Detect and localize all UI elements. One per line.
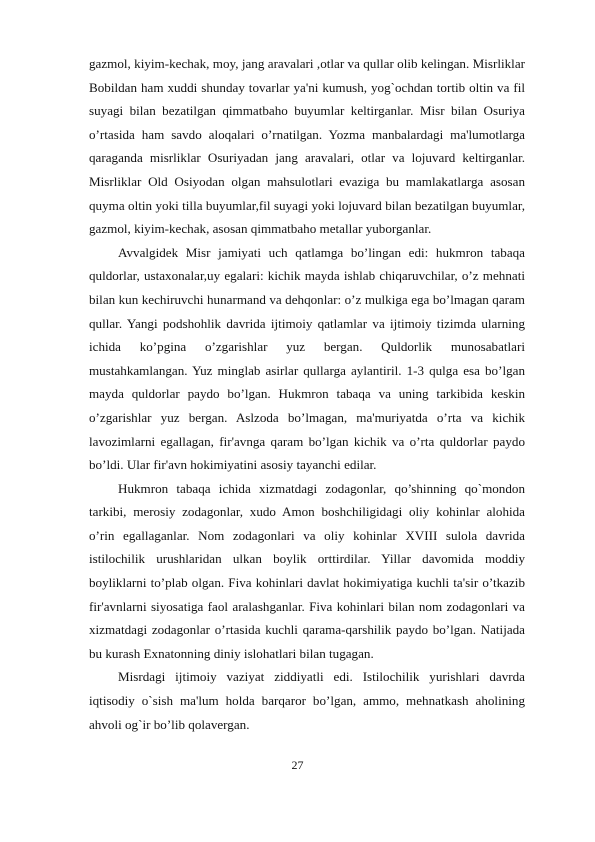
page-number: 27 bbox=[291, 758, 304, 772]
paragraph-trade-goods: gazmol, kiyim-kechak, moy, jang aravalari ,otlar va qullar olib kelingan. Misrliklar Bobildan ham xuddi shunday tovarlar ya'ni kumush, yog`ochdan tortib oltin va fil suyagi bilan bezatilgan qimmatbaho buyumlar keltirganlar. Misr bilan Osuriya o’rtasida ham savdo aloqalari o’rnatilgan. Yozma manbalardagi ma'lumotlarga qaraganda misrliklar Osuriyadan jang aravalari, otlar va lojuvard keltirganlar. Misrliklar Old Osiyodan olgan mahsulotlari evaziga bu mamlakatlarga asosan quyma oltin yoki tilla buyumlar,fil suyagi yoki lojuvard bilan bezatilgan buyumlar, gazmol, kiyim-kechak, asosan qimmatbaho metallar yuborganlar. bbox=[89, 56, 525, 237]
document-body bbox=[89, 52, 525, 736]
paragraph-ruling-class: Hukmron tabaqa ichida xizmatdagi zodagonlar, qo’shinning qo`mondon tarkibi, merosiy zodagonlar, xudo Amon boshchiligidagi oliy kohinlar alohida o’rin egallaganlar. Nom zodagonlari va oliy kohinlar XVIII sulola davrida istilochilik urushlaridan ulkan boylik orttirdilar. Yillar davomida moddiy boyliklarni to’plab olgan. Fiva kohinlari davlat hokimiyatiga kuchli ta'sir o’tkazib fir'avnlarni siyosatiga faol aralashganlar. Fiva kohinlari bilan nom zodagonlari va xizmatdagi zodagonlar o’rtasida kuchli qarama-qarshilik paydo bo’lgan. Natijada bu kurash Exnatonning diniy islohatlari bilan tugagan. bbox=[89, 480, 525, 661]
paragraph-social-layers: Avvalgidek Misr jamiyati uch qatlamga bo’lingan edi: hukmron tabaqa quldorlar, ustaxonalar,uy egalari: kichik mayda ishlab chiqaruvchilar, o’z mehnati bilan kun kechiruvchi hunarmand va dehqonlar: o’z mulkiga ega bo’lmagan qaram qullar. Yangi podshohlik davrida ijtimoiy qatlamlar va ijtimoiy tizimda ularning ichida ko’pgina o’zgarishlar yuz bergan. Quldorlik munosabatlari mustahkamlangan. Yuz minglab asirlar qullarga aylantiril. 1-3 qulga esa bo’lgan mayda quldorlar paydo bo’lgan. Hukmron tabaqa va uning tarkibida keskin o’zgarishlar yuz bergan. Aslzoda bo’lmagan, ma'muriyatda o’rta va kichik lavozimlarni egallagan, fir'avnga qaram bo’lgan kichik va o’rta quldorlar paydo bo’ldi. Ular fir'avn hokimiyatini asosiy tayanchi edilar. bbox=[89, 244, 525, 473]
paragraph-social-situation: Misrdagi ijtimoiy vaziyat ziddiyatli edi. Istilochilik yurishlari davrda iqtisodiy o`sish ma'lum holda barqaror bo’lgan, ammo, mehnatkash aholining ahvoli og`ir bo’lib qolavergan. bbox=[89, 669, 525, 732]
